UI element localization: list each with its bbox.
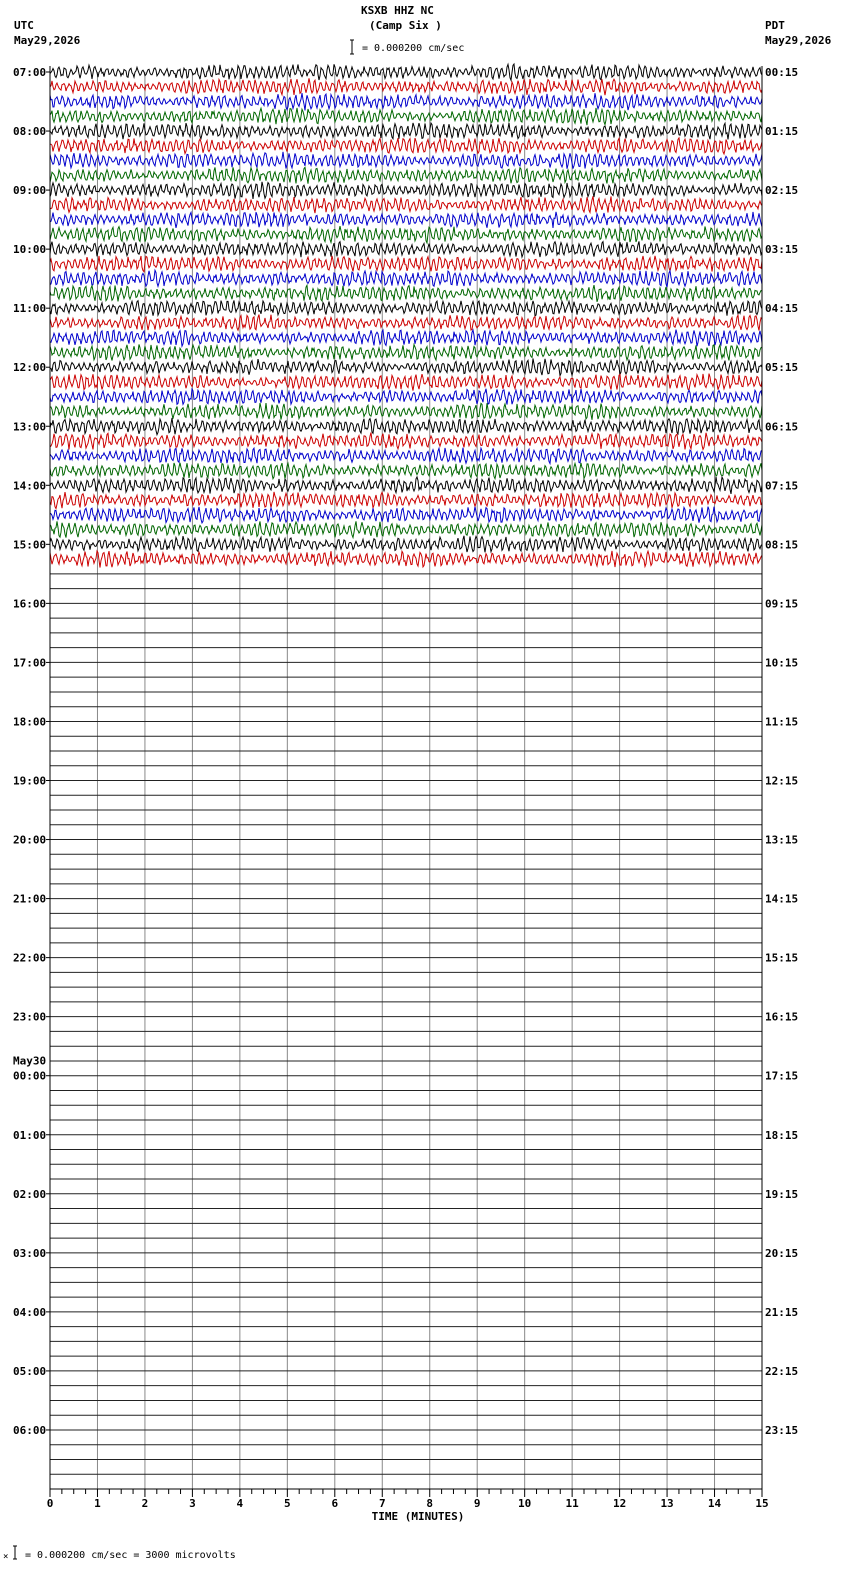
- seismic-trace: [50, 108, 762, 125]
- seismic-trace: [50, 330, 762, 347]
- pdt-hour-label: 03:15: [765, 243, 799, 257]
- utc-hour-label: 07:00: [13, 66, 47, 79]
- utc-date: May29,2026: [14, 34, 81, 47]
- footer-scale-note: = 0.000200 cm/sec = 3000 microvolts: [25, 1550, 236, 1561]
- x-tick-label: 13: [660, 1497, 674, 1510]
- utc-hour-label: 09:00: [13, 184, 47, 198]
- pdt-hour-label: 14:15: [765, 892, 799, 906]
- seismic-trace: [50, 226, 762, 243]
- utc-hour-label: 14:00: [13, 479, 47, 493]
- pdt-hour-label: 13:15: [765, 833, 799, 847]
- seismic-trace: [50, 344, 762, 360]
- pdt-hour-label: 18:15: [765, 1128, 799, 1142]
- seismic-trace: [50, 123, 762, 139]
- site-subtitle: (Camp Six ): [369, 19, 442, 32]
- utc-hour-label: 04:00: [13, 1305, 47, 1319]
- pdt-hour-label: 09:15: [765, 597, 799, 611]
- seismic-trace: [50, 536, 762, 553]
- utc-hour-label: 11:00: [13, 302, 47, 316]
- x-tick-label: 11: [565, 1497, 579, 1510]
- seismic-trace: [50, 300, 762, 316]
- pdt-hour-label: 21:15: [765, 1305, 799, 1319]
- pdt-hour-label: 11:15: [765, 715, 799, 729]
- seismic-trace: [50, 403, 762, 420]
- scale-label: = 0.000200 cm/sec: [362, 43, 465, 54]
- seismic-trace: [50, 389, 762, 405]
- utc-hour-label: 23:00: [13, 1010, 47, 1024]
- pdt-hour-label: 08:15: [765, 538, 799, 552]
- pdt-hour-label: 20:15: [765, 1246, 799, 1260]
- seismic-trace: [50, 463, 762, 479]
- seismic-trace: [50, 256, 762, 272]
- utc-hour-label: 22:00: [13, 951, 47, 965]
- x-tick-label: 2: [141, 1497, 149, 1510]
- grid: [50, 72, 762, 1489]
- traces: [50, 64, 762, 568]
- pdt-date: May29,2026: [765, 34, 832, 47]
- x-tick-label: 10: [518, 1497, 532, 1510]
- utc-label: UTC: [14, 19, 34, 32]
- pdt-hour-label: 12:15: [765, 774, 799, 788]
- seismic-trace: [50, 78, 762, 95]
- x-tick-label: 1: [94, 1497, 101, 1510]
- seismic-trace: [50, 182, 762, 199]
- pdt-hour-label: 00:15: [765, 66, 799, 79]
- x-tick-label: 4: [236, 1497, 244, 1510]
- station-title: KSXB HHZ NC: [361, 4, 434, 17]
- utc-hour-label: 13:00: [13, 420, 47, 434]
- date-change-label: May30: [13, 1054, 47, 1068]
- utc-hour-label: 06:00: [13, 1423, 47, 1437]
- x-tick-label: 9: [473, 1497, 481, 1510]
- utc-hour-label: 12:00: [13, 361, 47, 375]
- utc-hour-label: 03:00: [13, 1246, 47, 1260]
- x-tick-label: 6: [331, 1497, 339, 1510]
- seismic-trace: [50, 212, 762, 228]
- seismic-trace: [50, 285, 762, 302]
- utc-hour-label: 10:00: [13, 243, 47, 257]
- seismic-trace: [50, 315, 762, 331]
- pdt-hour-label: 22:15: [765, 1364, 799, 1378]
- pdt-hour-label: 23:15: [765, 1423, 799, 1437]
- pdt-hour-label: 05:15: [765, 361, 799, 375]
- seismic-trace: [50, 196, 762, 213]
- utc-hour-label: 21:00: [13, 892, 47, 906]
- x-tick-label: 14: [707, 1497, 722, 1510]
- x-tick-label: 8: [426, 1497, 434, 1510]
- x-tick-label: 15: [755, 1497, 769, 1510]
- pdt-hour-label: 15:15: [765, 951, 799, 965]
- pdt-hour-label: 16:15: [765, 1010, 799, 1024]
- utc-hour-label: 08:00: [13, 125, 47, 139]
- seismic-trace: [50, 152, 762, 169]
- x-tick-label: 3: [189, 1497, 196, 1510]
- utc-hour-label: 17:00: [13, 656, 47, 670]
- x-tick-label: 7: [378, 1497, 386, 1510]
- seismic-trace: [50, 521, 762, 537]
- pdt-hour-label: 07:15: [765, 479, 799, 493]
- pdt-hour-label: 17:15: [765, 1069, 799, 1083]
- pdt-hour-label: 02:15: [765, 184, 799, 198]
- seismic-trace: [50, 448, 762, 464]
- x-tick-label: 0: [46, 1497, 54, 1510]
- pdt-hour-label: 10:15: [765, 656, 799, 670]
- x-tick-label: 12: [612, 1497, 627, 1510]
- pdt-hour-label: 01:15: [765, 125, 799, 139]
- seismic-trace: [50, 551, 762, 568]
- seismic-trace: [50, 138, 762, 154]
- labels: [13, 66, 798, 1523]
- pdt-hour-label: 19:15: [765, 1187, 799, 1201]
- x-axis-title: TIME (MINUTES): [371, 1510, 465, 1523]
- seismic-trace: [50, 359, 762, 376]
- footer-marker: ×: [3, 1552, 9, 1562]
- pdt-label: PDT: [765, 19, 785, 32]
- seismic-trace: [50, 241, 762, 257]
- seismic-trace: [50, 93, 762, 110]
- utc-hour-label: 19:00: [13, 774, 47, 788]
- utc-hour-label: 01:00: [13, 1128, 47, 1142]
- seismic-trace: [50, 167, 762, 183]
- pdt-hour-label: 04:15: [765, 302, 799, 316]
- seismic-trace: [50, 477, 762, 494]
- utc-hour-label: 16:00: [13, 597, 47, 611]
- utc-hour-label: 20:00: [13, 833, 47, 847]
- utc-hour-label: 18:00: [13, 715, 47, 729]
- seismic-trace: [50, 507, 762, 523]
- utc-hour-label: 15:00: [13, 538, 47, 552]
- pdt-hour-label: 06:15: [765, 420, 799, 434]
- seismic-trace: [50, 64, 762, 80]
- seismic-trace: [50, 418, 762, 435]
- seismic-trace: [50, 374, 762, 391]
- utc-hour-label: 02:00: [13, 1187, 47, 1201]
- x-tick-label: 5: [284, 1497, 291, 1510]
- utc-hour-label: 00:00: [13, 1069, 47, 1083]
- seismic-trace: [50, 270, 762, 287]
- seismic-trace: [50, 492, 762, 509]
- utc-hour-label: 05:00: [13, 1364, 47, 1378]
